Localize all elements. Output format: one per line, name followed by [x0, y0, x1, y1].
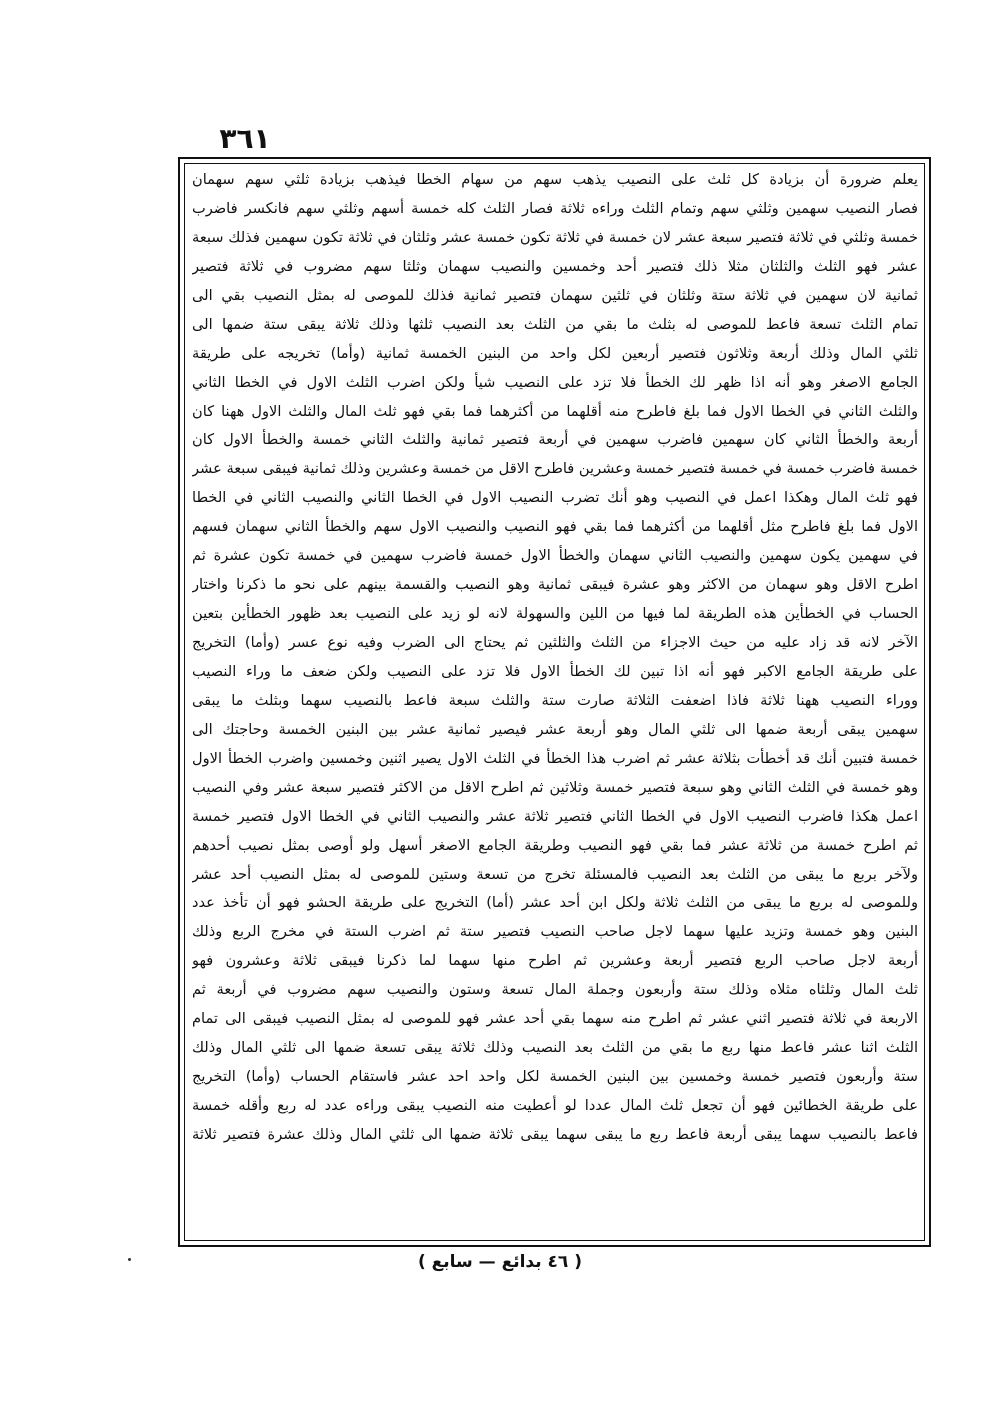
text-line: خمسة فاضرب خمسة في خمسة فتصير خمسة وعشرين فاطرح الاقل من خمسة وعشرين وذلك ثمانية فيبقى سبعة عشر	[192, 460, 918, 478]
text-line: الآخر لانه قد زاد عليه من حيث الاجزاء من الثلث والثلثين ثم يحتاج الى الضرب وفيه نوع عسر (وأما) التخريج	[192, 634, 918, 651]
text-line: اعمل هكذا فاضرب النصيب الاول في الخطا الثاني فتصير ثلاثة عشر والنصيب الثاني في الخطا الاول فتصير خمسة	[192, 807, 918, 825]
text-line: اطرح الاقل وهو سهمان من الاكثر وهو عشرة فيبقى ثمانية وهو النصيب والقسمة بينهم على نحو ما ذكرنا واختار	[192, 576, 918, 594]
text-line: ثم اطرح خمسة من ثلاثة عشر فما بقي فهو النصيب وطريقة الجامع الاصغر أسهل ولو أوصى بمثل نصيب أحدهم	[192, 836, 918, 854]
text-line: ثلث المال وثلثاه مثلاه وذلك ستة وأربعون وجملة المال تسعة وستون والنصيب سهم مضروب في أربعة ثم	[192, 981, 918, 999]
text-line: ولآخر بربع ما يبقى من الثلث بعد النصيب فالمسئلة تخرج من تسعة وستين للموصى له بمثل النصيب أحد عشر	[192, 865, 918, 883]
text-line: الحساب في الخطأين هذه الطريقة لما فيها من اللين والسهولة لانه لو زيد على النصيب بعد ظهور الخطأين بتعين	[192, 605, 918, 623]
text-line: أربعة لاجل صاحب الربع فتصير أربعة وعشرين ثم اطرح منها سهما لما ذكرنا فيبقى ثلاثة وعشرون فهو	[192, 952, 918, 970]
text-line: الجامع الاصغر وهو أنه اذا ظهر لك الخطأ فلا تزد على النصيب شيأ ولكن اضرب الثلث الاول في الخطا الثاني	[192, 373, 918, 391]
text-line: ووراء النصيب ههنا ثلاثة فاذا اضعفت الثلاثة صارت ستة والثلث سبعة فاعط بالنصيب سهما وبثلث ما يبقى	[192, 691, 918, 709]
text-line: والثلث الثاني في الخطا الاول فما بلغ فاطرح منه أقلهما من أكثرهما فما بقي فهو ثلث المال والثلث الاول ههنا كان	[192, 402, 918, 420]
text-line: الثلث اثنا عشر فاعط منها ربع ما بقي من الثلث بعد النصيب وذلك ثلاثة يبقى تسعة ضمها الى ثلثي المال وذلك	[192, 1039, 918, 1057]
text-line: خمسة وثلثي في ثلاثة فتصير سبعة عشر لان خمسة في ثلاثة تكون خمسة عشر وثلثان في ثلاثة تكون سهمين فذلك سبعة	[192, 228, 918, 246]
text-line: البنين وهو خمسة وتزيد عليها سهما لاجل صاحب النصيب فتصير ستة ثم اضرب الستة في مخرج الربع وذلك	[192, 923, 918, 941]
scan-speck	[128, 1258, 131, 1261]
text-line: ثلثي المال وذلك أربعة وثلاثون فتصير أربعين لكل واحد من البنين الخمسة ثمانية (وأما) تخريجه على طريقة	[192, 344, 918, 362]
text-line: وللموصى له بربع ما يبقى من الثلث ثلاثة ولكل ابن أحد عشر (أما) التخريج على طريقة الحشو فهو أن تأخذ عدد	[192, 894, 918, 912]
text-line: الاربعة في ثلاثة فتصير اثني عشر ثم اطرح منه سهما بقي أحد عشر فهو للموصى له بمثل النصيب فيبقى الى تمام	[192, 1010, 918, 1028]
text-line: فصار النصيب سهمين وثلثي سهم وتمام الثلث وراءه ثلاثة فصار الثلث كله خمسة أسهم وثلثي سهم فانكسر فاضرب	[192, 199, 918, 217]
text-line: يعلم ضرورة أن بزيادة كل ثلث على النصيب يذهب سهم من سهام الخطا فيذهب بزيادة ثلثي سهم سهمان	[192, 171, 918, 188]
text-line: على طريقة الخطائين فهو أن تجعل ثلث المال عددا لو أعطيت منه النصيب يبقى وراءه عدد له ربع وأقله خمسة	[192, 1097, 918, 1114]
text-line: في سهمين يكون سهمين والنصيب الثاني سهمان والخطأ الاول خمسة فاضرب سهمين في خمسة تكون عشرة ثم	[192, 547, 918, 565]
text-line: تمام الثلث تسعة فاعط للموصى له بثلث ما بقي من الثلث بعد النصيب ثلثها وذلك ثلاثة يبقى ستة ضمها الى	[192, 315, 918, 333]
text-line: أربعة والخطأ الثاني كان سهمين فاضرب سهمين في أربعة فتصير ثمانية والثلث الثاني خمسة والخطأ الاول كان	[192, 431, 918, 449]
text-line: عشر فهو الثلث والثلثان مثلا ذلك فتصير أحد وخمسين والنصيب سهمان وثلثا سهم مضروب في ثلاثة فتصير	[192, 257, 918, 275]
text-line: سهمين يبقى أربعة ضمها الى ثلثي المال وهو أربعة عشر فيصير ثمانية عشر بين البنين الخمسة وحاجتك الى	[192, 720, 918, 738]
body-text	[192, 166, 918, 1238]
text-line: ستة وأربعون فتصير خمسة وخمسين بين البنين الخمسة لكل واحد احد عشر فاستقام الحساب (وأما) التخريج	[192, 1068, 918, 1086]
text-line: على طريقة الجامع الاكبر فهو أنه اذا تبين لك الخطأ الاول فلا تزد على النصيب ولكن ضعف ما وراء النصيب	[192, 662, 918, 680]
page-number: ٣٦١	[219, 122, 271, 155]
volume-footer: ( ٤٦ بدائع — سابع )	[417, 1252, 583, 1272]
text-line: ثمانية لان سهمين في ثلاثة ستة وثلثان في ثلثين سهمان فتصير ثمانية فذلك للموصى له بمثل النصيب بقي الى	[192, 286, 918, 304]
text-line: الاول فما بلغ فاطرح مثل أقلهما من أكثرهما فما بقي فهو النصيب والنصيب الاول سهم والخطأ الثاني سهمان فسهم	[192, 518, 918, 536]
text-line: فهو ثلث المال وهكذا اعمل في النصيب وهو أنك تضرب النصيب الاول في الخطا الثاني والنصيب الثاني في الخطا	[192, 489, 918, 507]
text-line: خمسة فتبين أنك قد أخطأت بثلاثة عشر ثم اضرب هذا الخطأ في الثلث الاول يصير اثنين وخمسين واضرب الخطأ الاول	[192, 749, 918, 767]
text-line: وهو خمسة في الثلث الثاني وهو سبعة فتصير خمسة وثلاثين ثم اطرح الاقل من الاكثر فتصير سبعة عشر وفي النصيب	[192, 778, 918, 796]
text-line: فاعط بالنصيب سهما يبقى أربعة فاعط ربع ما يبقى سهما يبقى ثلاثة ضمها الى ثلثي المال وذلك عشرة فتصير ثلاثة	[192, 1125, 918, 1143]
